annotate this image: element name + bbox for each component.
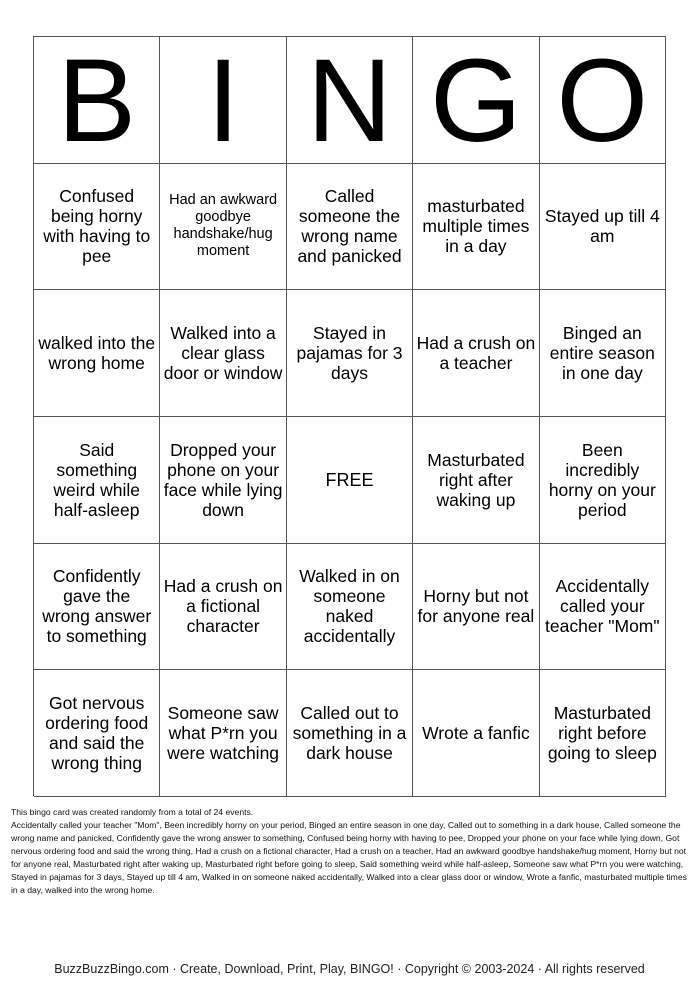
bingo-square [34,417,160,544]
square-text: Confused being horny with having to pee [43,186,151,267]
bingo-square [287,670,413,797]
bingo-row-4 [34,544,666,671]
bingo-square [413,417,539,544]
bingo-square [34,544,160,671]
square-text: Stayed in pajamas for 3 days [296,323,403,384]
header-letter-o [540,37,666,164]
square-text: Binged an entire season in one day [549,323,655,384]
bingo-square [160,290,286,417]
square-text: Got nervous ordering food and said the wrong thing [45,693,149,774]
bingo-square [413,164,539,291]
bingo-square [413,544,539,671]
square-text: Horny but not for anyone real [417,586,535,627]
bingo-square [160,417,286,544]
square-text: walked into the wrong home [38,333,156,374]
bingo-square [540,164,666,291]
bingo-row-2 [34,290,666,417]
bingo-square [34,164,160,291]
bingo-square [540,670,666,797]
bingo-square [413,290,539,417]
bingo-row-5 [34,670,666,797]
header-letter: O [556,37,649,164]
bingo-card [33,36,666,796]
square-text: Had an awkward goodbye handshake/hug moment [169,192,278,260]
copyright-footer: BuzzBuzzBingo.com · Create, Download, Print, Play, BINGO! · Copyright © 2003-2024 · All rights reserved [54,962,645,976]
bingo-row-3 [34,417,666,544]
square-text: Walked in on someone naked accidentally [299,566,400,647]
square-text: Stayed up till 4 am [544,206,660,247]
square-text: Dropped your phone on your face while lying down [163,439,283,520]
bingo-square [34,670,160,797]
square-text: FREE [325,469,374,490]
header-letter: B [57,37,137,164]
bingo-square [160,164,286,291]
square-text: Masturbated right after waking up [427,449,525,510]
bingo-square [413,670,539,797]
square-text: Been incredibly horny on your period [548,439,656,520]
square-text: Had a crush on a teacher [416,333,536,374]
header-letter: N [306,37,393,164]
header-letter-b [34,37,160,164]
card-description [11,806,691,897]
square-text: Wrote a fanfic [422,723,530,744]
bingo-square [287,290,413,417]
square-text: Confidently gave the wrong answer to something [42,566,152,647]
bingo-square [34,290,160,417]
square-text: Called out to something in a dark house [292,703,407,764]
header-letter-i [160,37,286,164]
bingo-square [287,164,413,291]
bingo-square [540,290,666,417]
square-text: Accidentally called your teacher "Mom" [545,576,660,637]
bingo-square [287,544,413,671]
bingo-square [160,670,286,797]
bingo-square [540,544,666,671]
square-text: Said something weird while half-asleep [53,439,140,520]
bingo-square [160,544,286,671]
events-list: Accidentally called your teacher "Mom", Been incredibly horny on your period, Binged an entire season in one day, Called out to something in a dark house, Called someone the wrong name and panicked, Confidently gave the wrong answer to something, Confused being horny with having to pee, Dropped your phone on your face while lying down, Got nervous ordering food and said the wrong thing, Had a crush on a fictional character, Had a crush on a teacher, Had an awkward goodbye handshake/hug moment, Horny but not for anyone real, Masturbated right after waking up, Masturbated right before going to sleep, Said something weird while half-asleep, Someone saw what P*rn you were watching, Stayed in pajamas for 3 days, Stayed up till 4 am, Walked in on someone naked accidentally, Walked into a clear glass door or window, Wrote a fanfic, masturbated multiple times in a day, walked into the wrong home. [11,820,687,895]
bingo-row-1 [34,164,666,291]
square-text: Masturbated right before going to sleep [547,703,657,764]
square-text: Called someone the wrong name and panicked [297,186,402,267]
header-letter: G [430,37,522,164]
square-text: Someone saw what P*rn you were watching [167,703,280,764]
free-square [287,417,413,544]
square-text: masturbated multiple times in a day [422,196,530,257]
header-letter: I [206,37,240,164]
header-row [34,37,666,164]
header-letter-n [287,37,413,164]
square-text: Walked into a clear glass door or window [163,323,283,384]
bingo-square [540,417,666,544]
header-letter-g [413,37,539,164]
square-text: Had a crush on a fictional character [163,576,283,637]
description-intro: This bingo card was created randomly from a total of 24 events. [11,807,254,817]
